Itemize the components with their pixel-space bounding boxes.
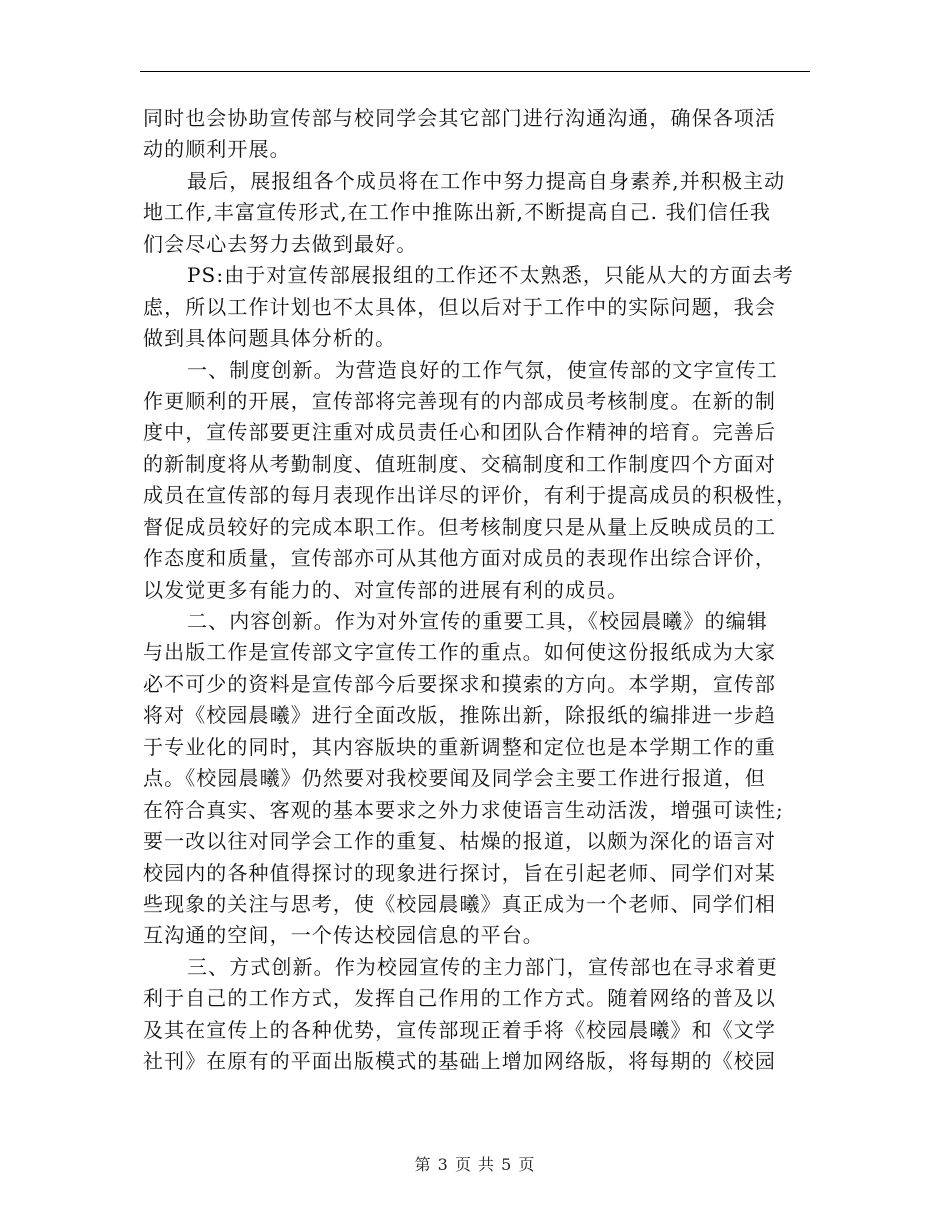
paragraph-line: 动的顺利开展。	[143, 137, 291, 162]
paragraph-line: 互沟通的空间，一个传达校园信息的平台。	[143, 923, 544, 948]
paragraph-line: 地工作,丰富宣传形式,在工作中推陈出新,不断提高自己. 我们信任我	[143, 200, 772, 225]
paragraph-line: 利于自己的工作方式，发挥自己作用的工作方式。随着网络的普及以	[143, 986, 776, 1011]
paragraph-line: 在符合真实、客观的基本要求之外力求使语言生动活泼，增强可读性;	[143, 797, 784, 822]
paragraph-line: 作态度和质量，宣传部亦可从其他方面对成员的表现作出综合评价，	[143, 546, 776, 571]
paragraph-line: 校园内的各种值得探讨的现象进行探讨，旨在引起老师、同学们对某	[143, 860, 776, 885]
paragraph-line: 于专业化的同时，其内容版块的重新调整和定位也是本学期工作的重	[143, 734, 776, 759]
paragraph-line: 作更顺利的开展，宣传部将完善现有的内部成员考核制度。在新的制	[143, 388, 776, 413]
paragraph-line: 点。《校园晨曦》仍然要对我校要闻及同学会主要工作进行报道，但	[143, 766, 766, 791]
paragraph-first-line: 三、方式创新。作为校园宣传的主力部门，宣传部也在寻求着更	[187, 954, 778, 979]
paragraph-line: 些现象的关注与思考，使《校园晨曦》真正成为一个老师、同学们相	[143, 891, 776, 916]
page-footer	[0, 1152, 950, 1175]
paragraph-line: 与出版工作是宣传部文字宣传工作的重点。如何使这份报纸成为大家	[143, 640, 776, 665]
paragraph-line: 以发觉更多有能力的、对宣传部的进展有利的成员。	[143, 577, 629, 602]
paragraph-line: 同时也会协助宣传部与校同学会其它部门进行沟通沟通，确保各项活	[143, 106, 776, 130]
header-rule	[140, 71, 810, 72]
page-number-label: 第 3 页 共 5 页	[414, 1155, 536, 1174]
paragraph-line: 们会尽心去努力去做到最好。	[143, 231, 418, 256]
paragraph-line: 成员在宣传部的每月表现作出详尽的评价，有利于提高成员的积极性，	[143, 483, 798, 508]
paragraph-line: 度中，宣传部要更注重对成员责任心和团队合作精神的培育。完善后	[143, 420, 776, 445]
paragraph-line: 及其在宣传上的各种优势，宣传部现正着手将《校园晨曦》和《文学	[143, 1017, 776, 1042]
paragraph-line: 虑，所以工作计划也不太具体，但以后对于工作中的实际问题，我会	[143, 294, 776, 319]
paragraph-line: 做到具体问题具体分析的。	[143, 326, 397, 351]
paragraph-first-line: 最后，展报组各个成员将在工作中努力提高自身素养,并积极主动	[187, 168, 786, 193]
document-body	[143, 103, 813, 1078]
paragraph-first-line: 一、制度创新。为营造良好的工作气氛，使宣传部的文字宣传工	[187, 357, 778, 382]
paragraph-line: 将对《校园晨曦》进行全面改版，推陈出新，除报纸的编排进一步趋	[143, 703, 776, 728]
paragraph-line: 要一改以往对同学会工作的重复、枯燥的报道，以颇为深化的语言对	[143, 829, 776, 854]
paragraph-line: 社刊》在原有的平面出版模式的基础上增加网络版，将每期的《校园	[143, 1049, 776, 1074]
paragraph-first-line: 二、内容创新。作为对外宣传的重要工具，《校园晨曦》的编辑	[187, 609, 768, 633]
paragraph-line: 督促成员较好的完成本职工作。但考核制度只是从量上反映成员的工	[143, 514, 776, 539]
paragraph-line: 必不可少的资料是宣传部今后要探求和摸索的方向。本学期，宣传部	[143, 671, 776, 696]
paragraph-line: 的新制度将从考勤制度、值班制度、交稿制度和工作制度四个方面对	[143, 451, 776, 476]
paragraph-first-line: PS:由于对宣传部展报组的工作还不太熟悉，只能从大的方面去考	[187, 263, 794, 288]
